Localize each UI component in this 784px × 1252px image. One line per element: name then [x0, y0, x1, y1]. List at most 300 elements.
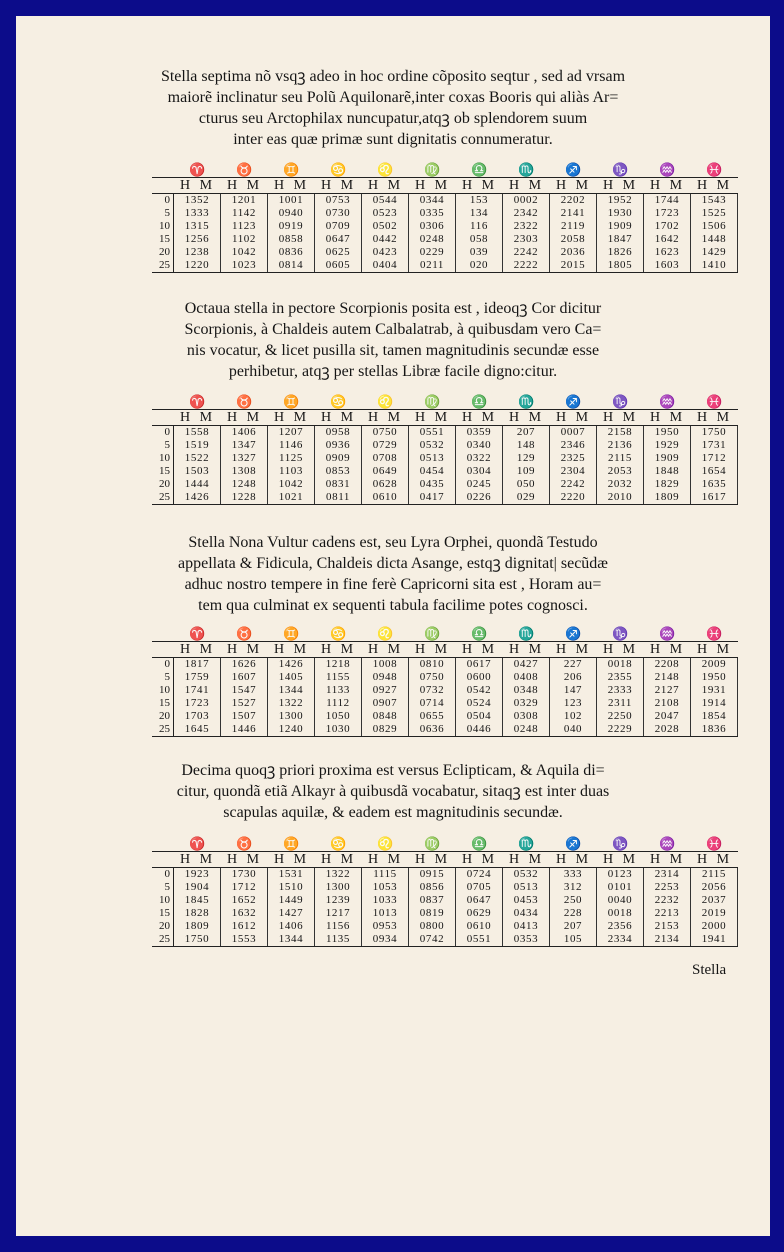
hours-minutes-header: [152, 641, 738, 658]
time-cell: 1854: [691, 710, 738, 723]
zodiac-sign-icon: ♋: [330, 836, 347, 851]
paragraph-decima: [16, 760, 770, 823]
time-cell: 0617: [456, 658, 503, 671]
hm-header-cell: H M: [602, 852, 639, 867]
zodiac-sign-icon: ♓: [706, 162, 723, 177]
zodiac-sign-icon: ♉: [236, 836, 253, 851]
time-cell: 2010: [597, 491, 644, 504]
time-cell: 2253: [644, 881, 691, 894]
degree-cell: 0: [152, 194, 174, 207]
time-cell: 1543: [691, 194, 738, 207]
time-cell: 1429: [691, 246, 738, 259]
text-line: Stella Nona Vultur cadens est, seu Lyra Orphei, quondã Testudo: [188, 534, 598, 551]
degree-cell: 20: [152, 920, 174, 933]
time-cell: 1632: [221, 907, 268, 920]
time-cell: 1030: [315, 723, 362, 736]
time-cell: 0329: [503, 697, 550, 710]
time-cell: 2127: [644, 684, 691, 697]
time-cell: 2158: [597, 426, 644, 439]
time-cell: 0417: [409, 491, 456, 504]
text-line: nis vocatur, & licet pusilla sit, tamen magnitudinis secundæ esse: [186, 342, 600, 359]
time-cell: 1731: [691, 439, 738, 452]
time-cell: 1558: [174, 426, 221, 439]
zodiac-sign-icon: ♌: [377, 394, 394, 409]
time-cell: 0647: [315, 233, 362, 246]
time-cell: 039: [456, 246, 503, 259]
hm-header-cell: H M: [696, 410, 733, 425]
time-cell: 029: [503, 491, 550, 504]
time-cell: 109: [503, 465, 550, 478]
time-cell: 2213: [644, 907, 691, 920]
time-cell: 1723: [644, 207, 691, 220]
hm-header-cell: H M: [508, 642, 545, 657]
text-line: adhuc nostro tempere in fine ferè Capricorni sita est , Horam au=: [184, 576, 602, 593]
time-cell: 1102: [221, 233, 268, 246]
time-cell: 0829: [362, 723, 409, 736]
time-cell: 1931: [691, 684, 738, 697]
hm-header-cell: H M: [273, 410, 310, 425]
hm-header-cell: H M: [367, 642, 404, 657]
table-row: [152, 671, 738, 684]
time-cell: 058: [456, 233, 503, 246]
time-cell: 0729: [362, 439, 409, 452]
time-cell: 0732: [409, 684, 456, 697]
time-cell: 0248: [409, 233, 456, 246]
hours-minutes-header: [152, 409, 738, 426]
time-cell: 1506: [691, 220, 738, 233]
time-cell: 2355: [597, 671, 644, 684]
degree-cell: 25: [152, 259, 174, 272]
table-row: [152, 697, 738, 710]
time-cell: 1327: [221, 452, 268, 465]
degree-cell: 25: [152, 491, 174, 504]
time-cell: 1220: [174, 259, 221, 272]
time-cell: 0909: [315, 452, 362, 465]
culmination-table-1: [152, 162, 738, 273]
time-cell: 0636: [409, 723, 456, 736]
table-row: [152, 259, 738, 273]
time-cell: 0229: [409, 246, 456, 259]
time-cell: 0610: [456, 920, 503, 933]
time-cell: 0524: [456, 697, 503, 710]
time-cell: 0335: [409, 207, 456, 220]
time-cell: 2058: [550, 233, 597, 246]
time-cell: 0647: [456, 894, 503, 907]
table-row: [152, 710, 738, 723]
time-cell: 1741: [174, 684, 221, 697]
time-cell: 1909: [644, 452, 691, 465]
table-row: [152, 207, 738, 220]
time-cell: 0750: [409, 671, 456, 684]
time-cell: 2153: [644, 920, 691, 933]
time-cell: 0353: [503, 933, 550, 946]
zodiac-sign-icon: ♑: [612, 394, 629, 409]
time-cell: 2115: [597, 452, 644, 465]
paragraph-octaua-stella: [16, 298, 770, 382]
time-cell: 1750: [691, 426, 738, 439]
hm-header-cell: H M: [555, 178, 592, 193]
time-cell: 2047: [644, 710, 691, 723]
degree-cell: 5: [152, 881, 174, 894]
zodiac-sign-row: [152, 836, 738, 851]
time-cell: 2314: [644, 868, 691, 881]
hm-header-cell: H M: [320, 852, 357, 867]
zodiac-sign-icon: ♎: [471, 626, 488, 641]
time-cell: 0454: [409, 465, 456, 478]
zodiac-sign-icon: ♎: [471, 836, 488, 851]
time-cell: 0730: [315, 207, 362, 220]
zodiac-sign-icon: ♏: [518, 836, 535, 851]
time-cell: 040: [550, 723, 597, 736]
zodiac-sign-icon: ♑: [612, 836, 629, 851]
time-cell: 2242: [550, 478, 597, 491]
time-cell: 0814: [268, 259, 315, 272]
time-cell: 0907: [362, 697, 409, 710]
time-cell: 1112: [315, 697, 362, 710]
text-line: Decima quoqꝫ priori proxima est versus Eclipticam, & Aquila di=: [181, 762, 605, 779]
zodiac-sign-icon: ♑: [612, 162, 629, 177]
time-cell: 1750: [174, 933, 221, 946]
hm-header-cell: H M: [367, 178, 404, 193]
degree-cell: 10: [152, 894, 174, 907]
text-line: Scorpionis, à Chaldeis autem Calbalatrab, à quibusdam vero Ca=: [184, 321, 602, 338]
text-line: Stella septima nõ vsqꝫ adeo in hoc ordine cõposito seqtur , sed ad vrsam: [160, 68, 626, 85]
time-cell: 1809: [644, 491, 691, 504]
time-cell: 0413: [503, 920, 550, 933]
time-cell: 1904: [174, 881, 221, 894]
table-row: [152, 894, 738, 907]
table-row: [152, 907, 738, 920]
time-cell: 1836: [691, 723, 738, 736]
time-cell: 0359: [456, 426, 503, 439]
zodiac-sign-icon: ♑: [612, 626, 629, 641]
hm-header-cell: H M: [602, 178, 639, 193]
time-cell: 1607: [221, 671, 268, 684]
time-cell: 1053: [362, 881, 409, 894]
time-cell: 2053: [597, 465, 644, 478]
hm-header-cell: H M: [367, 852, 404, 867]
hm-header-cell: H M: [461, 178, 498, 193]
time-cell: 0123: [597, 868, 644, 881]
time-cell: 1240: [268, 723, 315, 736]
time-cell: 1042: [268, 478, 315, 491]
time-cell: 2242: [503, 246, 550, 259]
time-cell: 2000: [691, 920, 738, 933]
degree-cell: 15: [152, 697, 174, 710]
time-cell: 1001: [268, 194, 315, 207]
time-cell: 0018: [597, 907, 644, 920]
time-cell: 0408: [503, 671, 550, 684]
time-cell: 0435: [409, 478, 456, 491]
time-cell: 1446: [221, 723, 268, 736]
zodiac-sign-icon: ♐: [565, 162, 582, 177]
table-row: [152, 658, 738, 671]
table-row: [152, 684, 738, 697]
hours-minutes-header: [152, 177, 738, 194]
time-cell: 0523: [362, 207, 409, 220]
time-cell: 0322: [456, 452, 503, 465]
time-cell: 1135: [315, 933, 362, 946]
time-cell: 2136: [597, 439, 644, 452]
zodiac-sign-icon: ♌: [377, 626, 394, 641]
degree-cell: 20: [152, 246, 174, 259]
time-cell: 0858: [268, 233, 315, 246]
time-cell: 0856: [409, 881, 456, 894]
time-cell: 0919: [268, 220, 315, 233]
time-cell: 0628: [362, 478, 409, 491]
table-row: [152, 426, 738, 439]
time-cell: 1923: [174, 868, 221, 881]
time-cell: 0040: [597, 894, 644, 907]
hm-header-cell: H M: [367, 410, 404, 425]
time-cell: 2108: [644, 697, 691, 710]
hm-header-cell: H M: [555, 852, 592, 867]
culmination-table-4: [152, 836, 738, 947]
time-cell: 0442: [362, 233, 409, 246]
time-cell: 2229: [597, 723, 644, 736]
time-cell: 1759: [174, 671, 221, 684]
time-cell: 1712: [691, 452, 738, 465]
text-line: scapulas aquilæ, & eadem est magnitudinis secundæ.: [223, 804, 563, 821]
time-cell: 2028: [644, 723, 691, 736]
zodiac-sign-icon: ♉: [236, 394, 253, 409]
time-cell: 0948: [362, 671, 409, 684]
time-cell: 1642: [644, 233, 691, 246]
time-cell: 1217: [315, 907, 362, 920]
text-line: inter eas quæ primæ sunt dignitatis connumeratur.: [233, 131, 553, 148]
time-cell: 0848: [362, 710, 409, 723]
hm-header-cell: H M: [414, 852, 451, 867]
hm-header-cell: H M: [179, 410, 216, 425]
time-cell: 0532: [409, 439, 456, 452]
time-cell: 1654: [691, 465, 738, 478]
time-cell: 1805: [597, 259, 644, 272]
time-cell: 250: [550, 894, 597, 907]
zodiac-sign-icon: ♋: [330, 626, 347, 641]
time-cell: 2032: [597, 478, 644, 491]
hm-header-cell: H M: [555, 410, 592, 425]
text-line: tem qua culminat ex sequenti tabula facilime potes cognosci.: [198, 597, 588, 614]
hm-header-cell: H M: [226, 178, 263, 193]
time-cell: 1115: [362, 868, 409, 881]
time-cell: 1845: [174, 894, 221, 907]
time-cell: 0800: [409, 920, 456, 933]
zodiac-sign-icon: ♒: [659, 626, 676, 641]
time-cell: 0600: [456, 671, 503, 684]
hm-header-cell: H M: [461, 642, 498, 657]
hm-header-cell: H M: [320, 642, 357, 657]
table-row: [152, 246, 738, 259]
table-row: [152, 194, 738, 207]
time-cell: 0940: [268, 207, 315, 220]
zodiac-sign-icon: ♒: [659, 836, 676, 851]
zodiac-sign-icon: ♓: [706, 626, 723, 641]
time-cell: 1941: [691, 933, 738, 946]
zodiac-sign-icon: ♍: [424, 626, 441, 641]
hm-header-cell: H M: [555, 642, 592, 657]
hm-header-cell: H M: [414, 178, 451, 193]
time-cell: 1406: [268, 920, 315, 933]
time-cell: 050: [503, 478, 550, 491]
time-cell: 0629: [456, 907, 503, 920]
time-cell: 0542: [456, 684, 503, 697]
time-cell: 1531: [268, 868, 315, 881]
culmination-table-3: [152, 626, 738, 737]
zodiac-sign-icon: ♍: [424, 394, 441, 409]
time-cell: 0404: [362, 259, 409, 272]
zodiac-sign-icon: ♊: [283, 626, 300, 641]
degree-cell: 5: [152, 439, 174, 452]
time-cell: 0709: [315, 220, 362, 233]
time-cell: 2342: [503, 207, 550, 220]
time-cell: 228: [550, 907, 597, 920]
time-cell: 2334: [597, 933, 644, 946]
time-cell: 1950: [691, 671, 738, 684]
hm-header-cell: H M: [508, 178, 545, 193]
time-cell: 1123: [221, 220, 268, 233]
time-cell: 0101: [597, 881, 644, 894]
hm-header-cell: H M: [179, 852, 216, 867]
catchword: Stella: [692, 962, 727, 978]
time-cell: 1950: [644, 426, 691, 439]
time-cell: 2015: [550, 259, 597, 272]
time-cell: 333: [550, 868, 597, 881]
time-cell: 227: [550, 658, 597, 671]
time-cell: 1444: [174, 478, 221, 491]
time-cell: 2250: [597, 710, 644, 723]
time-cell: 1155: [315, 671, 362, 684]
time-cell: 0753: [315, 194, 362, 207]
book-page: [16, 16, 770, 1236]
time-cell: 0927: [362, 684, 409, 697]
time-cell: 1013: [362, 907, 409, 920]
time-cell: 2141: [550, 207, 597, 220]
text-line: appellata & Fidicula, Chaldeis dicta Asange, estqꝫ dignitat| secũdæ: [178, 555, 608, 572]
hm-header-cell: H M: [508, 852, 545, 867]
time-cell: 2356: [597, 920, 644, 933]
hm-header-cell: H M: [414, 642, 451, 657]
time-cell: 148: [503, 439, 550, 452]
degree-cell: 15: [152, 907, 174, 920]
time-cell: 0308: [503, 710, 550, 723]
time-cell: 1228: [221, 491, 268, 504]
zodiac-sign-icon: ♊: [283, 394, 300, 409]
time-cell: 0551: [456, 933, 503, 946]
time-cell: 2202: [550, 194, 597, 207]
time-cell: 0625: [315, 246, 362, 259]
time-cell: 2056: [691, 881, 738, 894]
zodiac-sign-icon: ♒: [659, 162, 676, 177]
table-row: [152, 491, 738, 505]
hm-header-cell: H M: [414, 410, 451, 425]
time-cell: 1712: [221, 881, 268, 894]
time-cell: 102: [550, 710, 597, 723]
zodiac-sign-icon: ♎: [471, 162, 488, 177]
time-cell: 0605: [315, 259, 362, 272]
zodiac-sign-icon: ♊: [283, 162, 300, 177]
zodiac-sign-icon: ♈: [189, 626, 206, 641]
time-cell: 1021: [268, 491, 315, 504]
time-cell: 2019: [691, 907, 738, 920]
time-cell: 1603: [644, 259, 691, 272]
zodiac-sign-icon: ♈: [189, 836, 206, 851]
zodiac-sign-icon: ♎: [471, 394, 488, 409]
hm-header-cell: H M: [649, 852, 686, 867]
zodiac-sign-icon: ♈: [189, 162, 206, 177]
time-cell: 0705: [456, 881, 503, 894]
time-cell: 1547: [221, 684, 268, 697]
time-cell: 2037: [691, 894, 738, 907]
time-cell: 207: [550, 920, 597, 933]
time-cell: 1503: [174, 465, 221, 478]
time-cell: 0304: [456, 465, 503, 478]
hm-header-cell: H M: [649, 410, 686, 425]
table-row: [152, 452, 738, 465]
degree-cell: 0: [152, 868, 174, 881]
table-row: [152, 465, 738, 478]
time-cell: 2220: [550, 491, 597, 504]
zodiac-sign-icon: ♓: [706, 394, 723, 409]
time-cell: 0504: [456, 710, 503, 723]
time-cell: 2036: [550, 246, 597, 259]
time-cell: 1125: [268, 452, 315, 465]
hm-header-cell: H M: [461, 852, 498, 867]
time-cell: 116: [456, 220, 503, 233]
hm-header-cell: H M: [602, 642, 639, 657]
time-cell: 0750: [362, 426, 409, 439]
time-cell: 1201: [221, 194, 268, 207]
time-cell: 1344: [268, 684, 315, 697]
time-cell: 0211: [409, 259, 456, 272]
time-cell: 1207: [268, 426, 315, 439]
zodiac-sign-icon: ♊: [283, 836, 300, 851]
time-cell: 147: [550, 684, 597, 697]
time-cell: 1322: [268, 697, 315, 710]
time-cell: 1347: [221, 439, 268, 452]
time-cell: 1406: [221, 426, 268, 439]
time-cell: 1023: [221, 259, 268, 272]
time-cell: 1645: [174, 723, 221, 736]
zodiac-sign-icon: ♐: [565, 626, 582, 641]
time-cell: 1218: [315, 658, 362, 671]
time-cell: 1612: [221, 920, 268, 933]
time-cell: 0811: [315, 491, 362, 504]
table-row: [152, 478, 738, 491]
time-cell: 1848: [644, 465, 691, 478]
degree-cell: 5: [152, 671, 174, 684]
time-cell: 0423: [362, 246, 409, 259]
time-cell: 1652: [221, 894, 268, 907]
time-cell: 1315: [174, 220, 221, 233]
time-cell: 0002: [503, 194, 550, 207]
zodiac-sign-icon: ♏: [518, 626, 535, 641]
time-cell: 1103: [268, 465, 315, 478]
time-cell: 1156: [315, 920, 362, 933]
time-cell: 1308: [221, 465, 268, 478]
hm-header-cell: H M: [179, 178, 216, 193]
hm-header-cell: H M: [320, 178, 357, 193]
hm-header-cell: H M: [320, 410, 357, 425]
hm-header-cell: H M: [179, 642, 216, 657]
time-cell: 0453: [503, 894, 550, 907]
hm-header-cell: H M: [226, 410, 263, 425]
hm-header-cell: H M: [696, 642, 733, 657]
time-cell: 1744: [644, 194, 691, 207]
degree-cell: 0: [152, 426, 174, 439]
hm-header-cell: H M: [649, 178, 686, 193]
hm-header-cell: H M: [508, 410, 545, 425]
time-cell: 1522: [174, 452, 221, 465]
